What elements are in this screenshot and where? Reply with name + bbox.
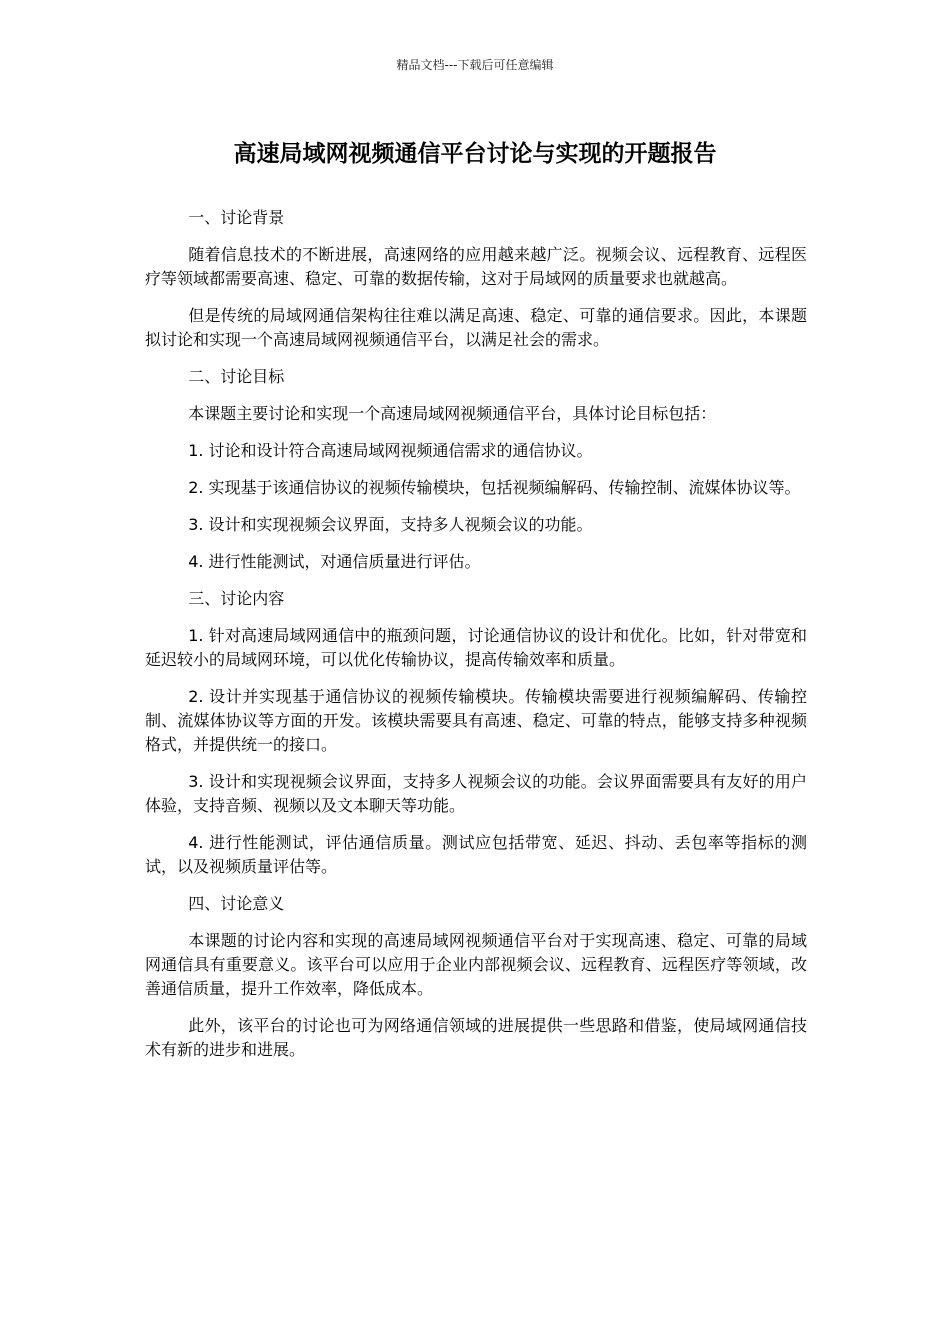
list-item: 3. 设计和实现视频会议界面，支持多人视频会议的功能。 xyxy=(188,515,593,534)
paragraph: 随着信息技术的不断进展，高速网络的应用越来越广泛。视频会议、远程教育、远程医疗等领域都需要高速、稳定、可靠的数据传输，这对于局域网的质量要求也就越高。 xyxy=(145,245,807,288)
page-header: 精品文档---下载后可任意编辑 xyxy=(396,58,554,72)
section-heading-goals: 二、讨论目标 xyxy=(188,367,285,386)
paragraph: 本课题的讨论内容和实现的高速局域网视频通信平台对于实现高速、稳定、可靠的局域网通信具有重要意义。该平台可以应用于企业内部视频会议、远程教育、远程医疗等领域，改善通信质量，提升工作效率，降低成本。 xyxy=(145,931,807,998)
list-item: 1. 讨论和设计符合高速局域网视频通信需求的通信协议。 xyxy=(188,441,593,460)
paragraph: 本课题主要讨论和实现一个高速局域网视频通信平台，具体讨论目标包括： xyxy=(188,404,717,423)
list-item: 2. 实现基于该通信协议的视频传输模块，包括视频编解码、传输控制、流媒体协议等。 xyxy=(188,478,801,497)
list-item: 2. 设计并实现基于通信协议的视频传输模块。传输模块需要进行视频编解码、传输控制、流媒体协议等方面的开发。该模块需要具有高速、稳定、可靠的特点，能够支持多种视频格式，并提供统一的接口。 xyxy=(145,687,807,754)
section-heading-significance: 四、讨论意义 xyxy=(188,894,285,913)
list-item: 4. 进行性能测试，评估通信质量。测试应包括带宽、延迟、抖动、丢包率等指标的测试，以及视频质量评估等。 xyxy=(145,833,807,876)
section-heading-background: 一、讨论背景 xyxy=(188,208,285,227)
document-body xyxy=(145,206,807,1075)
list-item: 1. 针对高速局域网通信中的瓶颈问题，讨论通信协议的设计和优化。比如，针对带宽和延迟较小的局域网环境，可以优化传输协议，提高传输效率和质量。 xyxy=(145,626,807,669)
document-title: 高速局域网视频通信平台讨论与实现的开题报告 xyxy=(233,141,717,167)
paragraph: 此外，该平台的讨论也可为网络通信领域的进展提供一些思路和借鉴，使局域网通信技术有新的进步和进展。 xyxy=(145,1016,807,1059)
section-heading-content: 三、讨论内容 xyxy=(188,589,285,608)
paragraph: 但是传统的局域网通信架构往往难以满足高速、稳定、可靠的通信要求。因此，本课题拟讨论和实现一个高速局域网视频通信平台，以满足社会的需求。 xyxy=(145,306,807,349)
list-item: 3. 设计和实现视频会议界面，支持多人视频会议的功能。会议界面需要具有友好的用户体验，支持音频、视频以及文本聊天等功能。 xyxy=(145,772,807,815)
list-item: 4. 进行性能测试，对通信质量进行评估。 xyxy=(188,552,481,571)
